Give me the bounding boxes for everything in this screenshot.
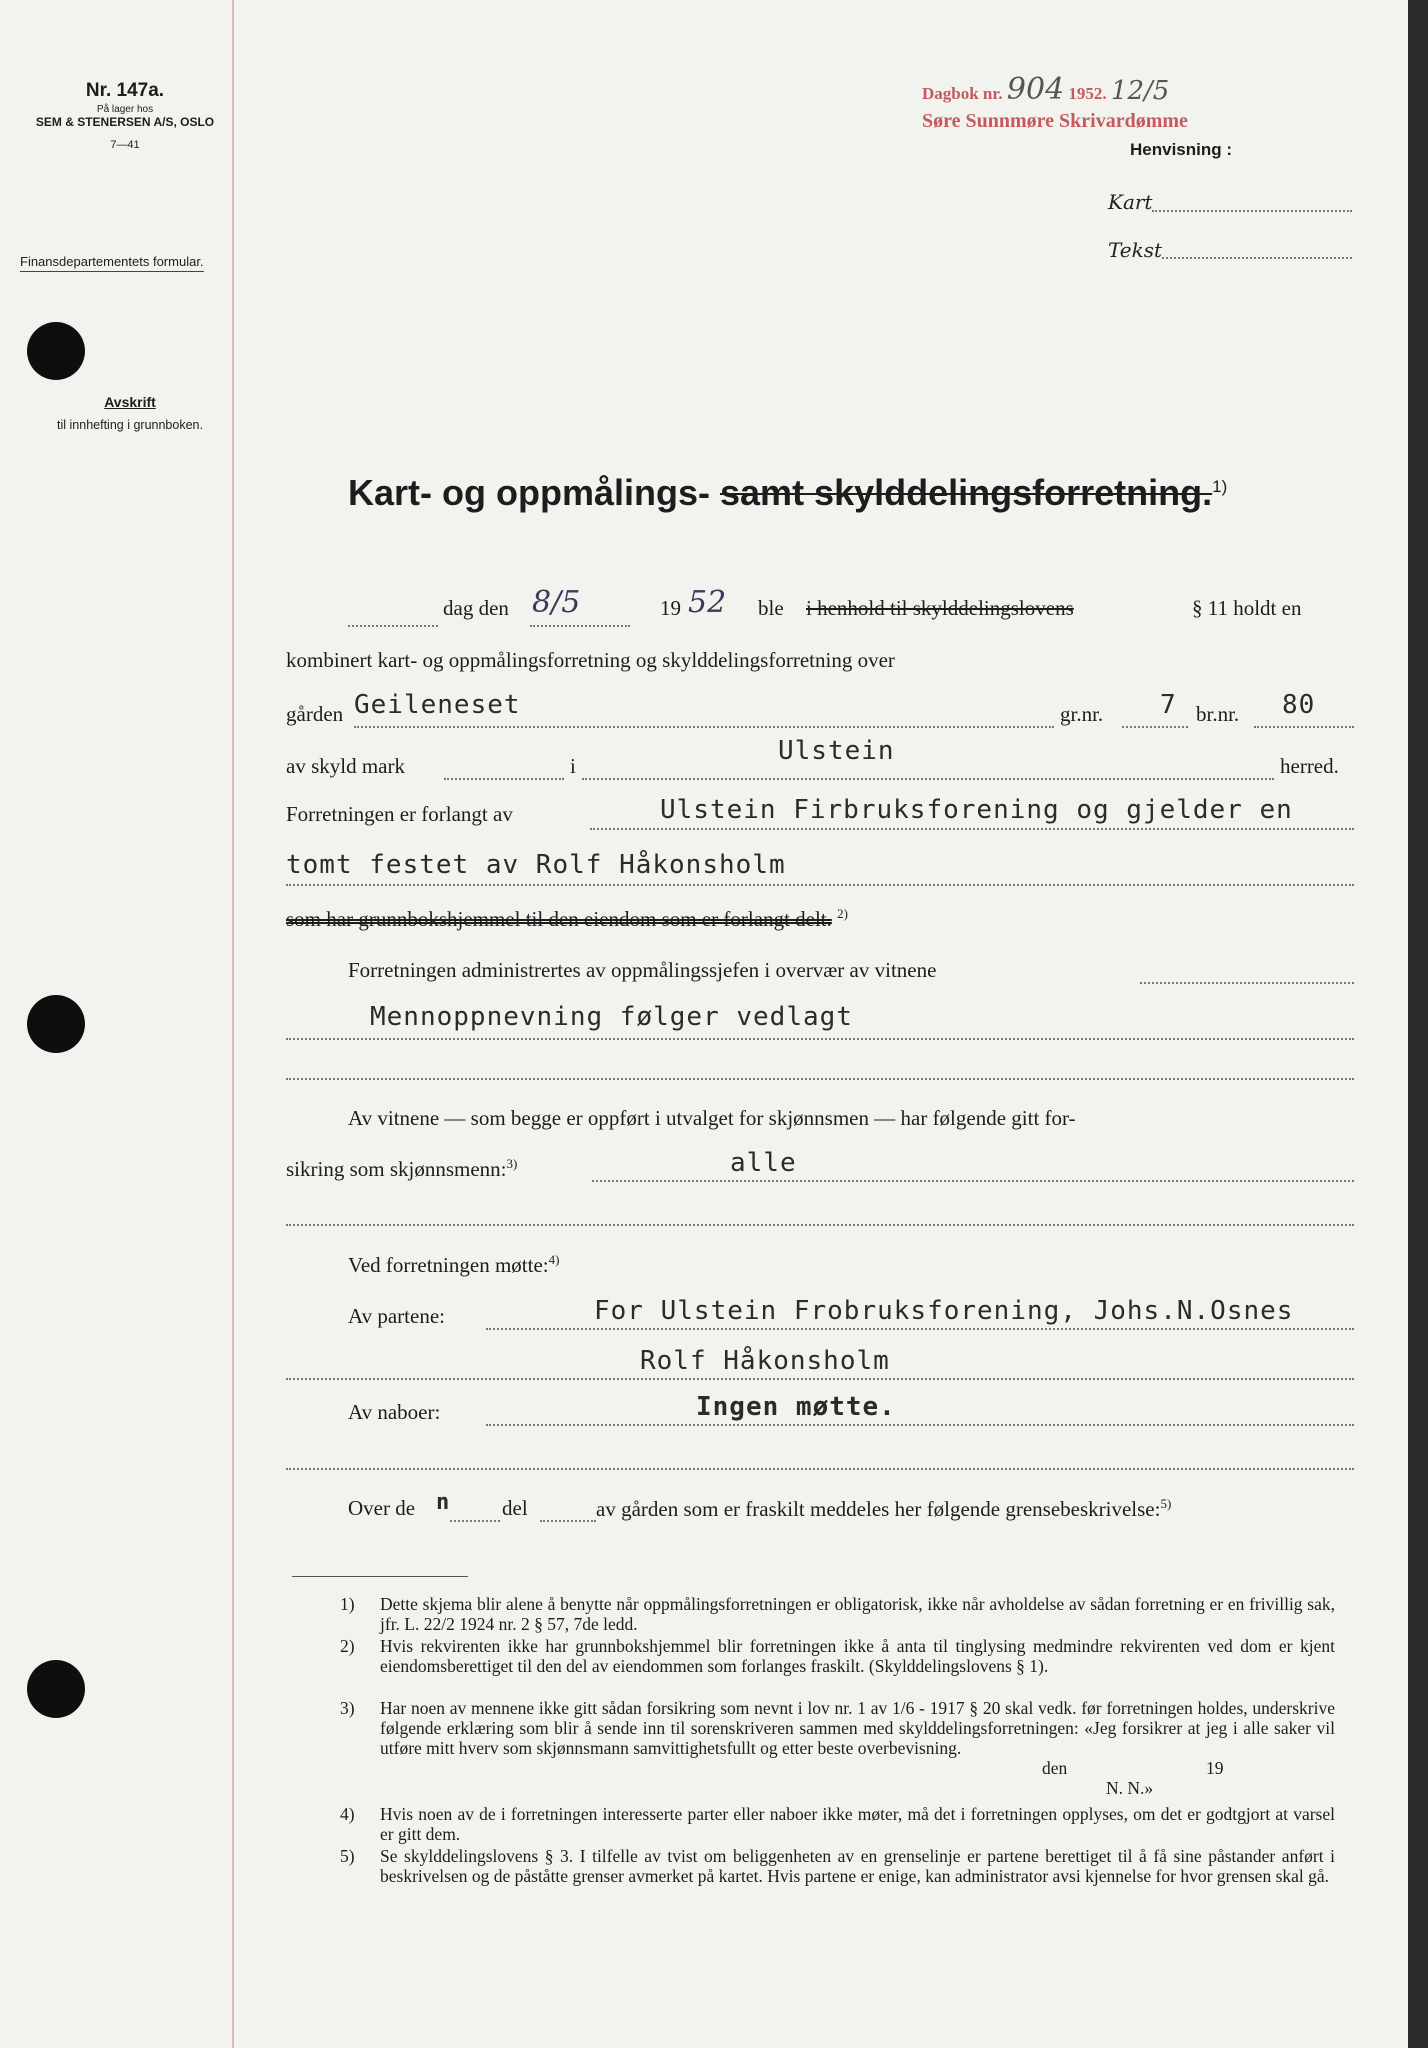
footnote-3 — [340, 1698, 1340, 1798]
session-struck-clause: i henhold til skylddelingslovens — [806, 596, 1074, 620]
footnote-separator — [292, 1576, 468, 1577]
dots — [444, 778, 564, 780]
dots — [286, 1224, 1354, 1226]
reference-title: Henvisning : — [1130, 140, 1233, 159]
footnote-3-nn: N. N.» — [1106, 1778, 1154, 1798]
publisher-block — [20, 80, 230, 151]
boundary-over-handwritten: n — [436, 1490, 451, 1515]
sold-by-label: På lager hos — [96, 104, 154, 115]
boundary-rest — [596, 1496, 1171, 1522]
grnr-value: 7 — [1160, 690, 1177, 720]
witnesses-marker: 3) — [506, 1156, 518, 1171]
neighbours-value: Ingen møtte. — [696, 1392, 896, 1422]
session-day-value: 8/5 — [532, 585, 581, 620]
form-origin: Finansdepartementets formular. — [20, 254, 204, 272]
witnesses-text2 — [286, 1156, 517, 1182]
dots — [592, 1180, 1354, 1182]
dots — [1140, 982, 1354, 984]
boundary-marker: 5) — [1160, 1496, 1172, 1511]
skyld-label: av skyld mark — [286, 754, 405, 778]
punch-hole-bottom — [27, 1660, 85, 1718]
attendance-label-text: Ved forretningen møtte: — [348, 1253, 549, 1277]
dots — [348, 625, 438, 627]
session-line2: kombinert kart- og oppmålingsforretning og skylddelingsforretning over — [286, 648, 895, 672]
footnote-3-year: 19 — [1206, 1758, 1224, 1778]
boundary-over-label: Over de — [348, 1496, 416, 1520]
farm-name: Geileneset — [354, 690, 521, 720]
farm-label: gården — [286, 702, 344, 726]
boundary-del-label: del — [502, 1496, 528, 1520]
reference-text-line — [1162, 257, 1352, 259]
footnote-3-den: den — [1042, 1758, 1068, 1778]
dots — [286, 1468, 1354, 1470]
dots — [286, 1378, 1354, 1380]
footnote-5 — [340, 1846, 1340, 1910]
dots — [286, 884, 1354, 886]
requested-struck-line — [286, 906, 848, 932]
footnote-3-num: 3) — [340, 1698, 355, 1718]
attendance-marker: 4) — [548, 1252, 560, 1267]
municipality: Ulstein — [778, 736, 895, 766]
punch-hole-middle — [27, 995, 85, 1053]
footnote-4-text: Hvis noen av de i forretningen interesserte parter eller naboer ikke møter, må det i forretningen opplyses, om det er godtgjort at varsel er gitt dem. — [380, 1804, 1335, 1844]
document-title — [348, 472, 1227, 514]
grnr-label: gr.nr. — [1060, 702, 1104, 726]
stamp-date: 12/5 — [1110, 76, 1170, 106]
dots — [1122, 726, 1188, 728]
footnote-2-num: 2) — [340, 1636, 355, 1656]
parties-label: Av partene: — [348, 1304, 445, 1328]
dots — [486, 1424, 1354, 1426]
session-ble: ble — [758, 596, 784, 620]
session-year-value: 52 — [688, 585, 727, 620]
dots — [450, 1520, 500, 1522]
footnote-5-num: 5) — [340, 1846, 355, 1866]
margin-line — [232, 0, 234, 2048]
footnote-5-text: Se skylddelingslovens § 3. I tilfelle av tvist om beliggenheten av en grenselinje er partene berettiget til å få sine påstander anført i beskrivelsen og de påståtte grenser avmerket på kartet. Hvis partene er enige, kan administrator avsi kjennelse for hvor grensen skal gå. — [380, 1846, 1335, 1886]
witnesses-value: alle — [730, 1148, 797, 1178]
requested-struck-text: som har grunnbokshjemmel til den eiendom som er forlangt delt. — [286, 907, 832, 931]
reference-text-label: Tekst — [1108, 238, 1163, 262]
requested-struck-marker: 2) — [837, 906, 848, 921]
register-stamp — [922, 72, 1169, 107]
footnote-1-num: 1) — [340, 1594, 355, 1614]
brnr-value: 80 — [1282, 690, 1316, 720]
footnote-4 — [340, 1804, 1340, 1848]
session-clause-rest: § 11 holdt en — [1192, 596, 1302, 620]
attendance-label — [348, 1252, 559, 1278]
in-label: i — [570, 754, 576, 778]
publisher-edition: 7—41 — [110, 139, 140, 151]
copy-note — [30, 394, 230, 432]
brnr-label: br.nr. — [1196, 702, 1240, 726]
session-year-prefix: 19 — [660, 596, 681, 620]
copy-note-subtitle: til innhefting i grunnboken. — [57, 418, 203, 432]
stamp-label: Dagbok nr. — [922, 84, 1003, 103]
stamp-number: 904 — [1006, 72, 1065, 107]
parties-line2: Rolf Håkonsholm — [640, 1346, 890, 1376]
requested-line2: tomt festet av Rolf Håkonsholm — [286, 850, 786, 880]
title-main: Kart- og oppmålings- — [348, 472, 710, 513]
reference-map-label: Kart — [1108, 190, 1153, 214]
session-day-label: dag den — [443, 596, 509, 620]
dots — [286, 1078, 1354, 1080]
footnote-1-text: Dette skjema blir alene å benytte når oppmålingsforretningen er obligatorisk, ikke når avholdelse av sådan forretning er en frivillig sak, jfr. L. 22/2 1924 nr. 2 § 57, 7de ledd. — [380, 1594, 1335, 1634]
copy-note-title: Avskrift — [104, 394, 156, 410]
dots — [286, 1038, 1354, 1040]
requested-line1: Ulstein Firbruksforening og gjelder en — [660, 795, 1293, 825]
punch-hole-top — [27, 322, 85, 380]
witnesses-text1: Av vitnene — som begge er oppført i utvalget for skjønnsmen — har følgende gitt for- — [348, 1106, 1076, 1130]
footnote-2-text: Hvis rekvirenten ikke har grunnbokshjemmel blir forretningen ikke å anta til tinglysing medmindre rekvirenten ved dom er kjent eiendomsberettiget til den del av eiendommen som forlanges fraskilt. (Skylddelingslovens § 1). — [380, 1636, 1335, 1676]
footnote-4-num: 4) — [340, 1804, 355, 1824]
dots — [540, 1520, 596, 1522]
title-struck: samt skylddelingsforretning. — [720, 472, 1213, 513]
dots — [1254, 726, 1354, 728]
witnesses-text2-label: sikring som skjønnsmenn: — [286, 1157, 507, 1181]
form-number: Nr. 147a. — [85, 80, 165, 101]
footnote-3-text: Har noen av mennene ikke gitt sådan forsikring som nevnt i lov nr. 1 av 1/6 - 1917 § 20 skal vedk. før forretningen holdes, underskrive følgende erklæring som blir å sende inn til sorenskriveren sammen med skylddelingsforretningen: «Jeg forsikrer at jeg i alle saker vil utføre mitt hverv som skjønnsmann samvittighetsfullt og etter beste overbevisning. — [380, 1698, 1335, 1758]
footnote-2 — [340, 1636, 1340, 1698]
requested-label: Forretningen er forlangt av — [286, 802, 513, 826]
administered-value: Mennoppnevning følger vedlagt — [370, 1002, 853, 1032]
dots — [354, 726, 1054, 728]
stamp-office: Søre Sunnmøre Skrivardømme — [922, 110, 1188, 132]
administered-text: Forretningen administrertes av oppmålingssjefen i overvær av vitnene — [348, 958, 937, 982]
stamp-year: 1952. — [1068, 84, 1107, 103]
reference-map-line — [1152, 210, 1352, 212]
dots — [582, 778, 1274, 780]
dots — [486, 1328, 1354, 1330]
dots — [590, 828, 1354, 830]
footnote-1 — [340, 1594, 1340, 1638]
parties-line1: For Ulstein Frobruksforening, Johs.N.Osnes — [594, 1296, 1294, 1326]
herred-label: herred. — [1280, 754, 1339, 778]
boundary-rest-text: av gården som er fraskilt meddeles her følgende grensebeskrivelse: — [596, 1497, 1161, 1521]
title-footnote-marker: 1) — [1212, 477, 1228, 496]
publisher-company: SEM & STENERSEN A/S, OSLO — [35, 115, 215, 129]
dots — [530, 625, 630, 627]
neighbours-label: Av naboer: — [348, 1400, 441, 1424]
